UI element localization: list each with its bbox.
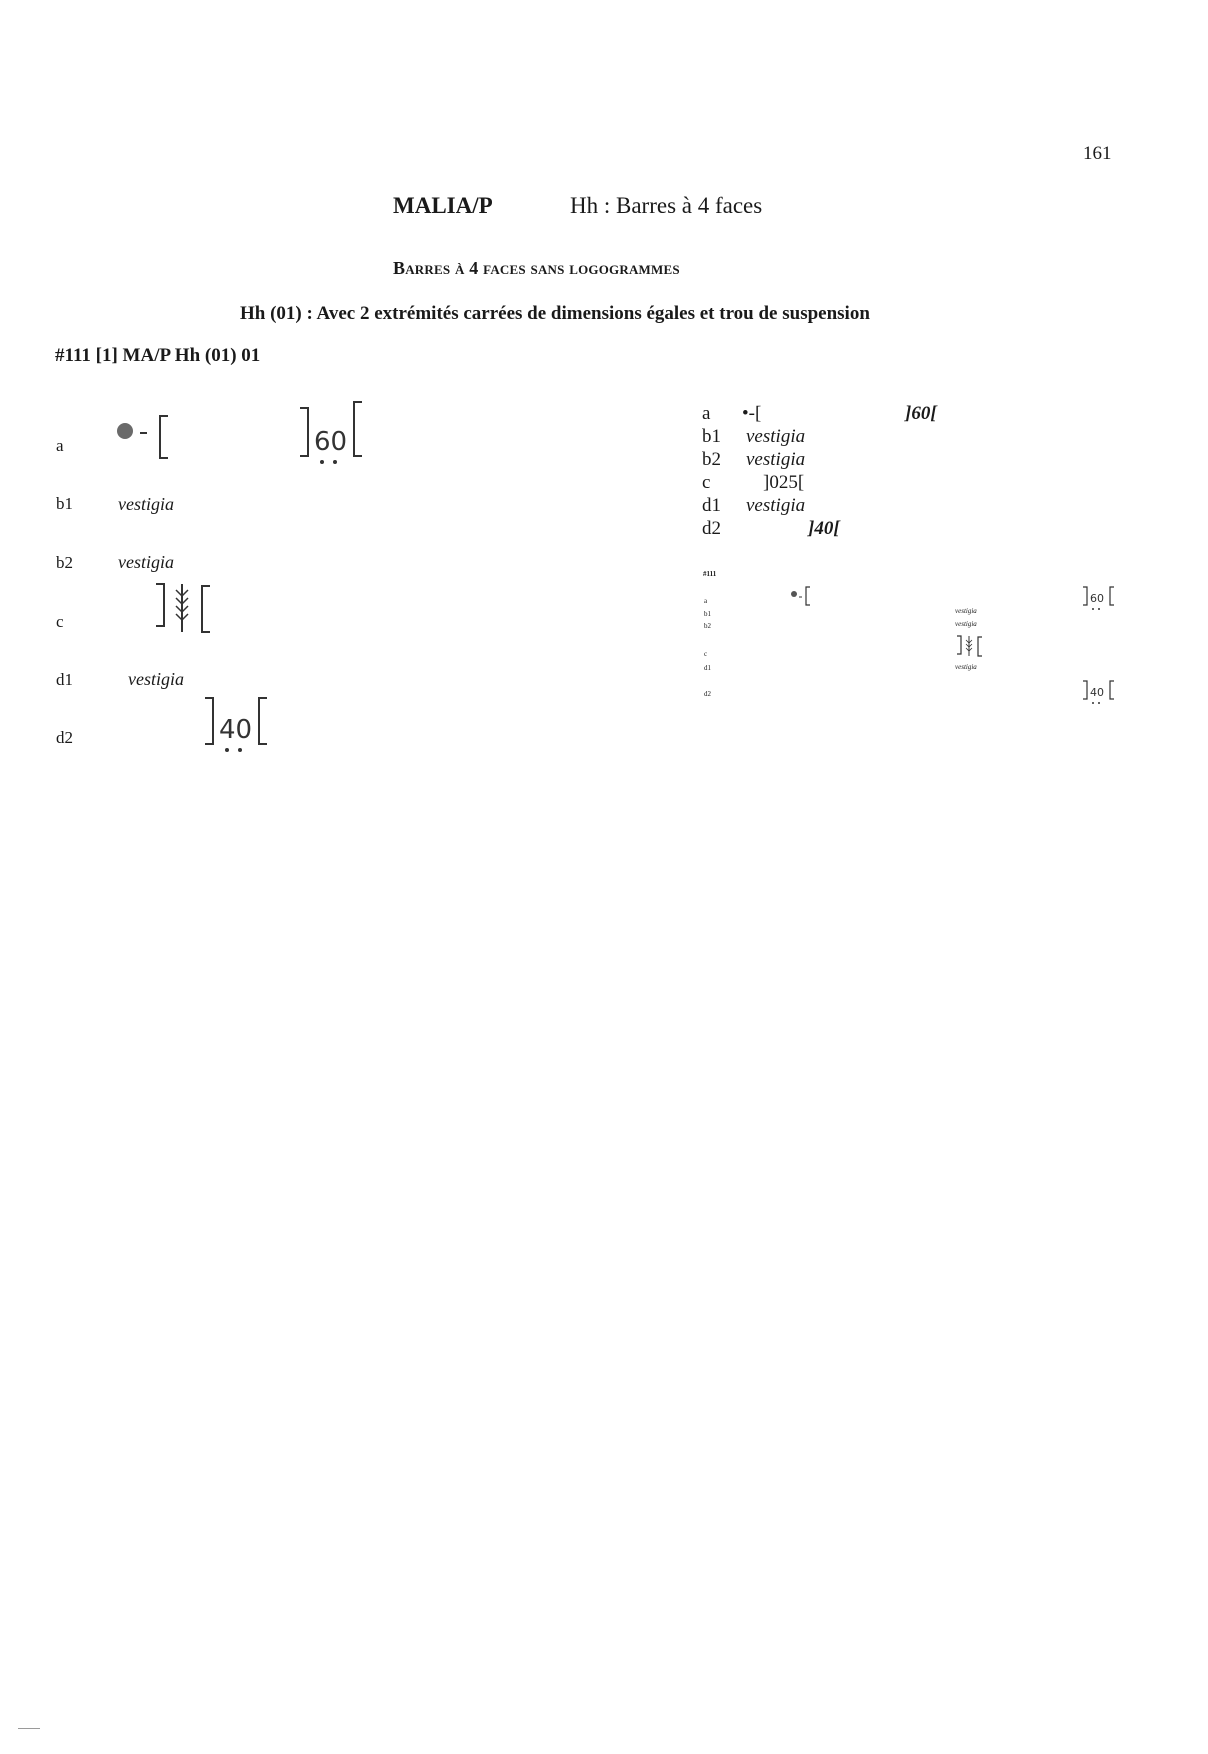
thumbnail-label-a: a bbox=[704, 597, 708, 605]
transcription-label-a: a bbox=[702, 403, 711, 424]
transcription-text-d1: vestigia bbox=[746, 495, 806, 516]
site-title: MALIA/P bbox=[393, 193, 493, 218]
thumbnail-numeral-60-glyph bbox=[1082, 584, 1122, 614]
row-label-c: c bbox=[56, 612, 64, 631]
row-label-b2: b2 bbox=[56, 553, 73, 572]
transcription-label-d2: d2 bbox=[702, 518, 721, 539]
wheat-sign-glyph bbox=[154, 580, 224, 642]
transcription-text-c: ]025[ bbox=[763, 472, 805, 493]
numeral-40-glyph bbox=[203, 696, 275, 754]
thumbnail-label-b1: b1 bbox=[704, 610, 711, 618]
row-label-d2: d2 bbox=[56, 728, 73, 747]
vestigia-b2: vestigia bbox=[118, 552, 174, 572]
numeral-60-glyph bbox=[298, 400, 370, 468]
thumbnail-id: #111 bbox=[703, 570, 717, 578]
thumbnail-vestigia-b2: vestigia bbox=[955, 620, 977, 628]
page-number: 161 bbox=[1083, 143, 1112, 164]
thumbnail-label-b2: b2 bbox=[704, 622, 711, 630]
series-title: Hh : Barres à 4 faces bbox=[570, 193, 763, 218]
thumbnail-vestigia-d1: vestigia bbox=[955, 663, 977, 671]
numeral-60-text: 60 bbox=[314, 427, 348, 457]
vestigia-b1: vestigia bbox=[118, 494, 174, 514]
transcription-text-b1: vestigia bbox=[746, 426, 806, 447]
thumbnail-wheat-sign-glyph bbox=[956, 634, 988, 660]
transcription-text-b2: vestigia bbox=[746, 449, 806, 470]
vestigia-d1: vestigia bbox=[128, 669, 184, 689]
numeral-40-text: 40 bbox=[219, 715, 253, 745]
transcription-text-d2: ]40[ bbox=[808, 518, 840, 539]
thumbnail-dot-sign-glyph bbox=[788, 584, 818, 608]
thumbnail-numeral-60-text: 60 bbox=[1090, 592, 1104, 605]
transcription-label-c: c bbox=[702, 472, 711, 493]
thumbnail-label-c: c bbox=[704, 650, 708, 658]
section-title: Barres à 4 faces sans logogrammes bbox=[393, 258, 680, 278]
thumbnail-numeral-40-glyph bbox=[1082, 678, 1122, 708]
transcription-text-a: •-[ bbox=[742, 403, 762, 424]
thumbnail-numeral-40-text: 40 bbox=[1090, 686, 1104, 699]
thumbnail-label-d2: d2 bbox=[704, 690, 711, 698]
dot-sign-glyph bbox=[110, 412, 175, 462]
thumbnail-label-d1: d1 bbox=[704, 664, 711, 672]
transcription-text-a-right: ]60[ bbox=[905, 403, 937, 424]
thumbnail-vestigia-b1: vestigia bbox=[955, 607, 977, 615]
document-id: #111 [1] MA/P Hh (01) 01 bbox=[55, 345, 261, 366]
row-label-d1: d1 bbox=[56, 670, 73, 689]
subsection-title: Hh (01) : Avec 2 extrémités carrées de dimensions égales et trou de suspension bbox=[240, 303, 870, 324]
row-label-b1: b1 bbox=[56, 494, 73, 513]
transcription-label-b1: b1 bbox=[702, 426, 721, 447]
scan-mark bbox=[18, 1728, 40, 1729]
row-label-a: a bbox=[56, 436, 64, 455]
transcription-label-d1: d1 bbox=[702, 495, 721, 516]
transcription-label-b2: b2 bbox=[702, 449, 721, 470]
